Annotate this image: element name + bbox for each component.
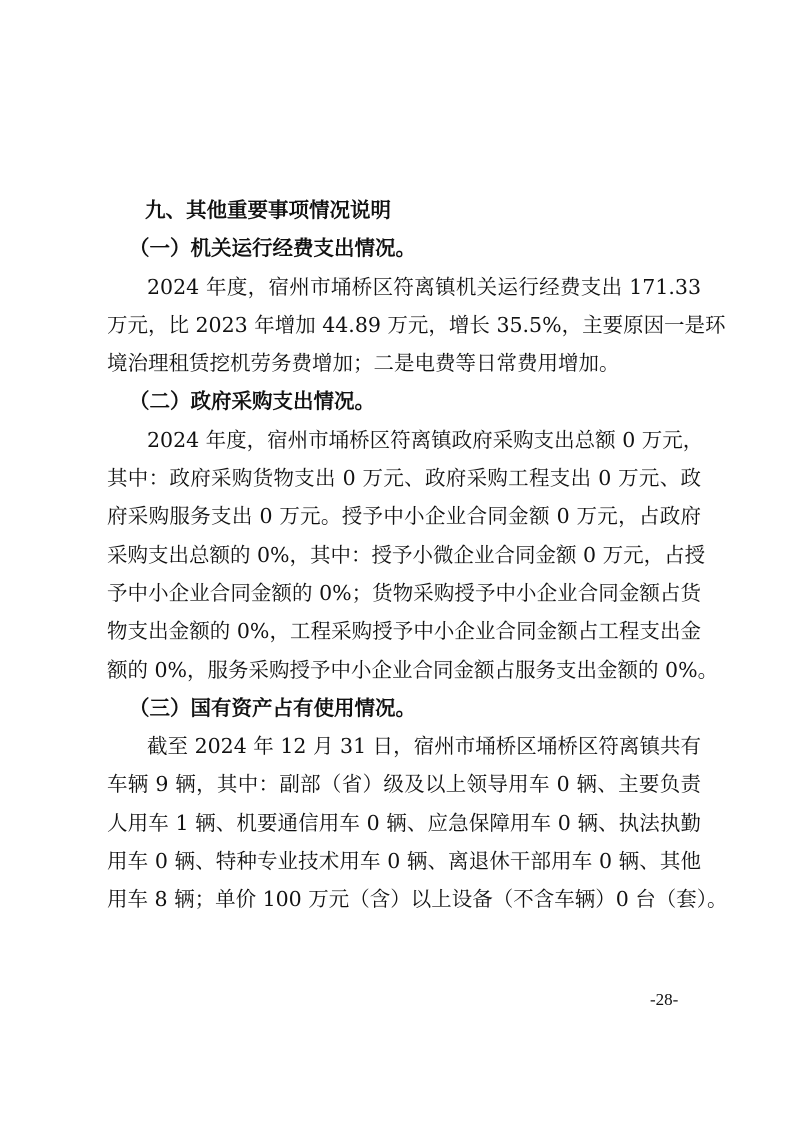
text-line: （二）政府采购支出情况。	[129, 389, 375, 414]
text-line: 九、其他重要事项情况说明	[145, 198, 391, 222]
text-line: 2024 年度，宿州市埇桥区符离镇政府采购支出总额 0 万元，	[147, 427, 704, 452]
subsection-heading	[107, 229, 701, 267]
text-line: 人用车 1 辆、机要通信用车 0 辆、应急保障用车 0 辆、执法执勤	[107, 810, 701, 835]
text-line: 车辆 9 辆，其中：副部（省）级及以上领导用车 0 辆、主要负责	[107, 772, 701, 797]
text-line: 2024 年度，宿州市埇桥区符离镇机关运行经费支出 171.33	[147, 274, 701, 299]
text-line: 境治理租赁挖机劳务费增加；二是电费等日常费用增加。	[107, 351, 620, 376]
text-line: 用车 8 辆；单价 100 万元（含）以上设备（不含车辆）0 台（套）。	[107, 887, 728, 912]
text-line: 用车 0 辆、特种专业技术用车 0 辆、离退休干部用车 0 辆、其他	[107, 849, 701, 874]
subsection-heading	[107, 689, 701, 727]
text-line: 额的 0%，服务采购授予中小企业合同金额占服务支出金额的 0%。	[107, 657, 719, 682]
text-line: 予中小企业合同金额的 0%；货物采购授予中小企业合同金额占货	[107, 580, 701, 605]
text-line: （一）机关运行经费支出情况。	[129, 236, 416, 261]
text-line: 物支出金额的 0%，工程采购授予中小企业合同金额占工程支出金	[107, 619, 701, 644]
text-line: （三）国有资产占有使用情况。	[129, 695, 416, 720]
paragraph	[107, 727, 728, 918]
text-line: 府采购服务支出 0 万元。授予中小企业合同金额 0 万元，占政府	[107, 504, 701, 529]
document-body	[107, 191, 728, 919]
paragraph	[107, 268, 726, 383]
paragraph	[107, 421, 719, 689]
text-line: 其中：政府采购货物支出 0 万元、政府采购工程支出 0 万元、政	[107, 466, 701, 491]
subsection-heading	[107, 382, 701, 420]
text-line: 万元，比 2023 年增加 44.89 万元，增长 35.5%，主要原因一是环	[107, 312, 726, 337]
page-number: -28-	[650, 990, 679, 1009]
section-heading	[107, 191, 701, 229]
text-line: 采购支出总额的 0%，其中：授予小微企业合同金额 0 万元，占授	[107, 542, 706, 567]
text-line: 截至 2024 年 12 月 31 日，宿州市埇桥区埇桥区符离镇共有	[147, 734, 701, 759]
